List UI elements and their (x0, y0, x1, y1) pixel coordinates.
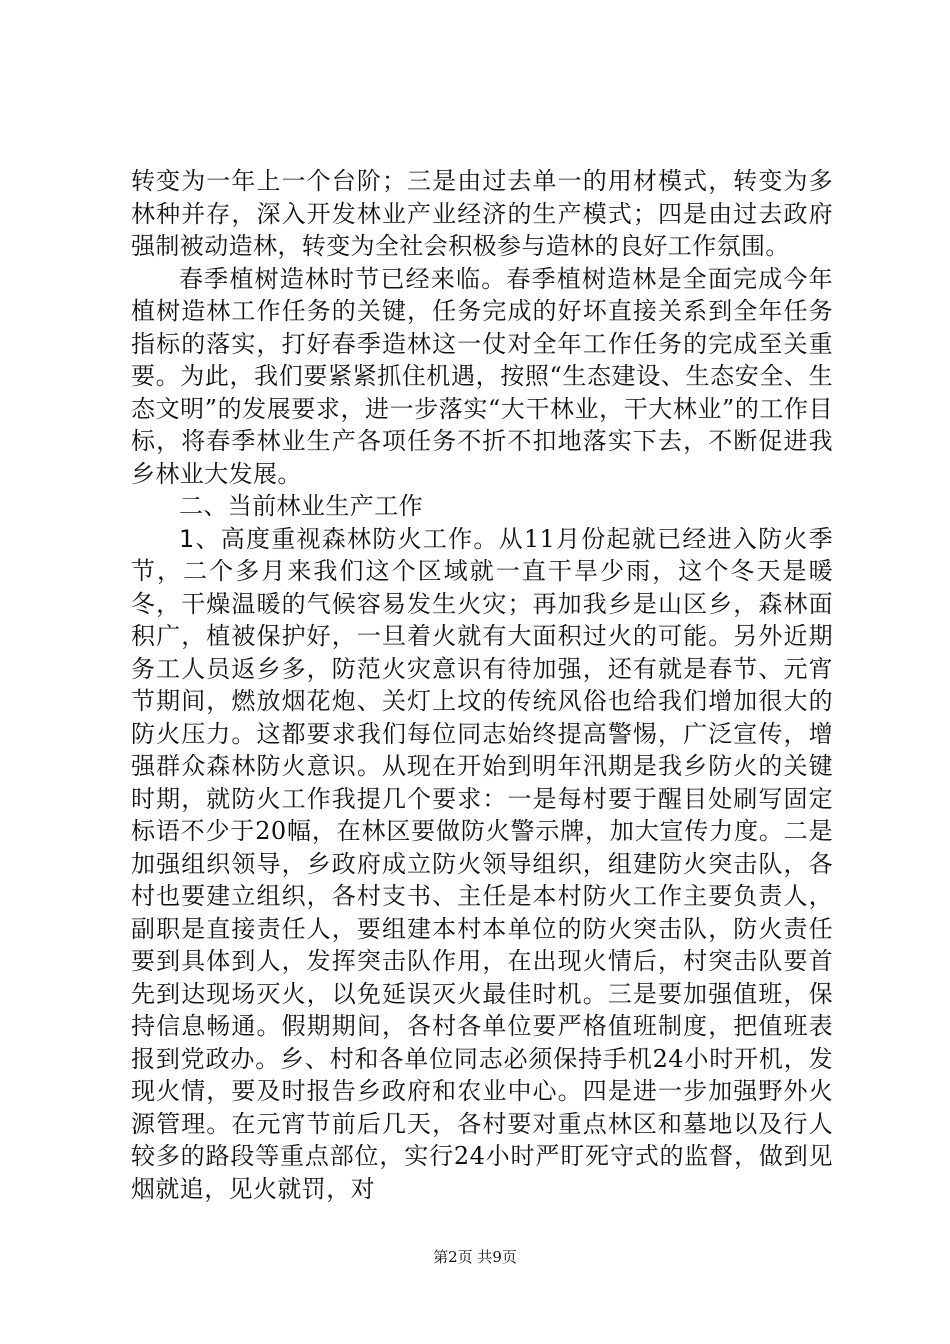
paragraph-lead-title: 1、高度重视森林防火工作。 (179, 524, 499, 553)
section-heading: 二、当前林业生产工作 (179, 492, 423, 520)
paragraph-fire-prevention-body: 从11月份起就已经进入防火季节，二个多月来我们这个区域就一直干旱少雨，这个冬天是暖冬，干燥温暖的气候容易发生火灾；再加我乡是山区乡，森林面积广，植被保护好，一旦着火就有大面积过火的可能。另外近期务工人员返乡多，防范火灾意识有待加强，还有就是春节、元宵节期间，燃放烟花炮、关灯上坟的传统风俗也给我们增加很大的防火压力。这都要求我们每位同志始终提高警惕，广泛宣传，增强群众森林防火意识。从现在开始到明年汛期是我乡防火的关键时期，就防火工作我提几个要求：一是每村要于醒目处刷写固定标语不少于20幅，在林区要做防火警示牌，加大宣传力度。二是加强组织领导，乡政府成立防火领导组织，组建防火突击队，各村也要建立组织，各村支书、主任是本村防火工作主要负责人，副职是直接责任人，要组建本村本单位的防火突击队，防火责任要到具体到人，发挥突击队作用，在出现火情后，村突击队要首先到达现场灭火，以免延误灭火最佳时机。三是要加强值班，保持信息畅通。假期期间，各村各单位要严格值班制度，把值班表报到党政办。乡、村和各单位同志必须保持手机24小时开机，发现火情，要及时报告乡政府和农业中心。四是进一步加强野外火源管理。在元宵节前后几天，各村要对重点林区和墓地以及行人较多的路段等重点部位，实行24小时严盯死守式的监督，做到见烟就追，见火就罚，对 (131, 524, 833, 1203)
document-body (131, 165, 833, 1205)
page-number-footer: 第2页 共9页 (433, 1248, 517, 1266)
paragraph-continued: 转变为一年上一个台阶；三是由过去单一的用材模式，转变为多林种并存，深入开发林业产业经济的生产模式；四是由过去政府强制被动造林，转变为全社会积极参与造林的良好工作氛围。 (131, 167, 833, 260)
paragraph-spring-planting: 春季植树造林时节已经来临。春季植树造林是全面完成今年植树造林工作任务的关键，任务完成的好坏直接关系到全年任务指标的落实，打好春季造林这一仗对全年工作任务的完成至关重要。为此，我们要紧紧抓住机遇，按照“生态建设、生态安全、生态文明”的发展要求，进一步落实“大干林业，干大林业”的工作目标，将春季林业生产各项任务不折不扣地落实下去，不断促进我乡林业大发展。 (131, 264, 833, 488)
paragraph-fire-prevention (131, 523, 833, 1206)
